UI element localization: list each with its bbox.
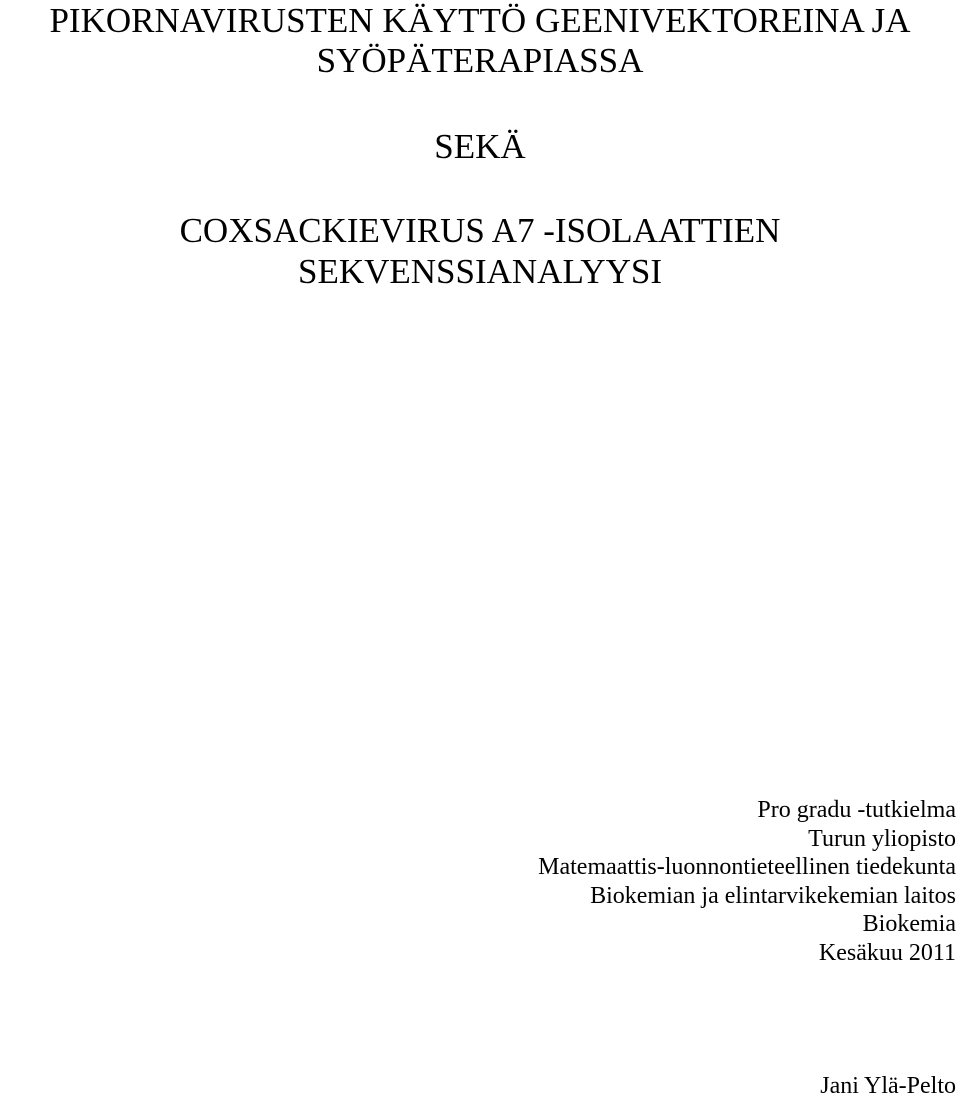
department-name: Biokemian ja elintarvikekemian laitos	[590, 882, 956, 909]
university-name: Turun yliopisto	[808, 825, 956, 852]
title-line-4: COXSACKIEVIRUS A7 -ISOLAATTIEN	[179, 211, 781, 250]
faculty-name: Matemaattis-luonnontieteellinen tiedekunta	[538, 854, 956, 881]
title-line-2: SYÖPÄTERAPIASSA	[316, 41, 644, 80]
subject-name: Biokemia	[862, 911, 956, 938]
title-conjunction: SEKÄ	[434, 127, 526, 166]
thesis-type: Pro gradu -tutkielma	[757, 797, 956, 823]
title-line-1: PIKORNAVIRUSTEN KÄYTTÖ GEENIVEKTOREINA JA	[49, 1, 911, 40]
thesis-date: Kesäkuu 2011	[818, 939, 956, 966]
author-name: Jani Ylä-Pelto	[820, 1073, 956, 1099]
thesis-info	[538, 796, 956, 968]
title-line-5: SEKVENSSIANALYYSI	[297, 252, 662, 291]
